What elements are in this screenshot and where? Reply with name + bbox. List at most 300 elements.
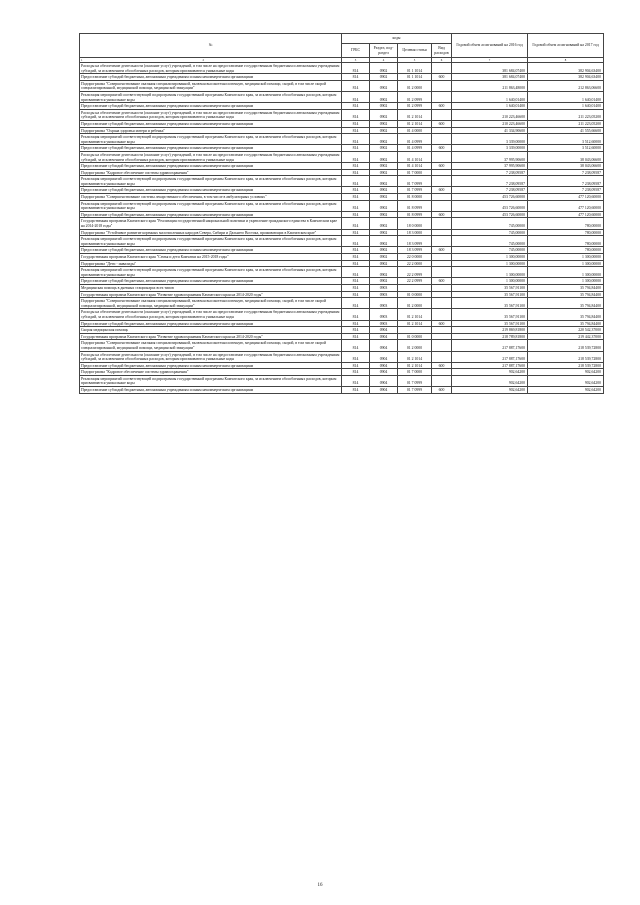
- row-name: Государственная программа Камчатского края "Развитие здравоохранения Камчатского края на 2014-2020 годы": [80, 291, 342, 298]
- row-grbs: 814: [342, 278, 370, 285]
- row-name: Предоставление субсидий бюджетным, автономным учреждениям и иным некоммерческим организациям: [80, 187, 342, 194]
- row-expense-type: [432, 298, 452, 309]
- row-target-article: 01 1 1014: [398, 74, 432, 81]
- row-name: Реализация мероприятий соответствующей подпрограммы государственной программы Камчатского края, за исключением обособленных расходов, которым присваиваются уникальные коды: [80, 267, 342, 278]
- table-row: [80, 333, 604, 340]
- row-target-article: 01 7 0999: [398, 176, 432, 187]
- header-razdel: Раздел, под-раздел: [370, 44, 398, 58]
- row-name: Предоставление субсидий бюджетным, автономным учреждениям и иным некоммерческим организациям: [80, 120, 342, 127]
- row-name: Предоставление субсидий бюджетным, автономным учреждениям и иным некоммерческим организациям: [80, 145, 342, 152]
- row-name: Подпрограмма "Охрана здоровья матери и ребенка": [80, 127, 342, 134]
- row-razdel: 0904: [370, 351, 398, 362]
- table-row: [80, 127, 604, 134]
- row-value-2017: 477 120,60000: [528, 194, 604, 201]
- table-row: [80, 298, 604, 309]
- row-value-2017: 780,00000: [528, 236, 604, 247]
- row-value-2017: 1 640,01400: [528, 91, 604, 102]
- table-row: [80, 103, 604, 110]
- row-target-article: 01 4 1014: [398, 163, 432, 170]
- table-row: [80, 151, 604, 162]
- row-target-article: 18 3 0000: [398, 229, 432, 236]
- row-value-2017: 902,64200: [528, 387, 604, 394]
- table-row: [80, 63, 604, 74]
- row-razdel: 0902: [370, 187, 398, 194]
- row-razdel: 0902: [370, 278, 398, 285]
- row-razdel: 0904: [370, 362, 398, 369]
- row-expense-type: [432, 340, 452, 351]
- row-value-2017: 38 043,06600: [528, 151, 604, 162]
- row-grbs: 814: [342, 351, 370, 362]
- row-value-2016: 902,64200: [452, 387, 528, 394]
- row-razdel: 0904: [370, 333, 398, 340]
- row-value-2016: 745,00000: [452, 247, 528, 254]
- row-expense-type: [432, 109, 452, 120]
- row-name: Расходы на обеспечение деятельности (оказание услуг) учреждений, в том числе на предоставление государственным бюджетным и автономным учреждениям субсидий, за исключением обособленных расходов, которым присваиваются уникальные коды: [80, 309, 342, 320]
- row-name: Предоставление субсидий бюджетным, автономным учреждениям и иным некоммерческим организациям: [80, 320, 342, 327]
- row-target-article: 01 2 0000: [398, 340, 432, 351]
- table-row: [80, 194, 604, 201]
- table-row: [80, 291, 604, 298]
- row-razdel: 0902: [370, 80, 398, 91]
- row-expense-type: [432, 267, 452, 278]
- row-razdel: 0902: [370, 103, 398, 110]
- row-target-article: [398, 327, 432, 334]
- row-expense-type: [432, 134, 452, 145]
- row-grbs: 814: [342, 254, 370, 261]
- row-value-2016: 381 684,07400: [452, 74, 528, 81]
- row-value-2017: 902,64200: [528, 369, 604, 376]
- row-value-2016: 902,64200: [452, 375, 528, 386]
- row-value-2017: 211 223,05200: [528, 109, 604, 120]
- row-value-2017: 1 300,00000: [528, 254, 604, 261]
- row-name: Подпрограмма "Устойчивое развитие коренных малочисленных народов Севера, Сибири и Дальнего Востока, проживающих в Камчатском крае": [80, 229, 342, 236]
- row-name: Подпрограмма "Кадровое обеспечение системы здравоохранения": [80, 169, 342, 176]
- table-row: [80, 145, 604, 152]
- row-expense-type: [432, 218, 452, 229]
- row-value-2016: 217 887,17600: [452, 362, 528, 369]
- row-value-2016: 453 726,60000: [452, 211, 528, 218]
- row-razdel: 0902: [370, 120, 398, 127]
- row-value-2016: 211 863,48000: [452, 80, 528, 91]
- row-razdel: 0904: [370, 340, 398, 351]
- table-row: [80, 267, 604, 278]
- row-razdel: 0904: [370, 387, 398, 394]
- row-target-article: 01 2 1014: [398, 120, 432, 127]
- row-expense-type: [432, 375, 452, 386]
- index-cell: 3: [342, 58, 370, 63]
- row-target-article: 22 2 0999: [398, 278, 432, 285]
- row-grbs: 814: [342, 267, 370, 278]
- row-grbs: 814: [342, 80, 370, 91]
- row-grbs: 814: [342, 134, 370, 145]
- row-target-article: 01 2 1014: [398, 109, 432, 120]
- index-cell: 5: [398, 58, 432, 63]
- table-row: [80, 351, 604, 362]
- row-target-article: 01 2 1014: [398, 351, 432, 362]
- row-expense-type: 600: [432, 74, 452, 81]
- row-grbs: 814: [342, 176, 370, 187]
- row-name: Реализация мероприятий соответствующей подпрограммы государственной программы Камчатского края, за исключением обособленных расходов, которым присваиваются уникальные коды: [80, 236, 342, 247]
- row-grbs: 814: [342, 247, 370, 254]
- row-grbs: 814: [342, 260, 370, 267]
- row-expense-type: [432, 169, 452, 176]
- row-expense-type: [432, 91, 452, 102]
- header-number: №: [80, 34, 342, 58]
- row-target-article: 01 2 0999: [398, 91, 432, 102]
- row-expense-type: 600: [432, 103, 452, 110]
- row-grbs: 814: [342, 298, 370, 309]
- row-value-2017: 7 238,09587: [528, 187, 604, 194]
- row-name: Реализация мероприятий соответствующей подпрограммы государственной программы Камчатского края, за исключением обособленных расходов, которым присваиваются уникальные коды: [80, 176, 342, 187]
- index-cell: 7: [452, 58, 528, 63]
- row-grbs: 814: [342, 218, 370, 229]
- header-year-2017: Годовой объем ассигнований на 2017 год: [528, 34, 604, 58]
- row-expense-type: [432, 333, 452, 340]
- row-target-article: 01 0 0000: [398, 291, 432, 298]
- table-row: [80, 109, 604, 120]
- row-value-2016: 35 567,91100: [452, 309, 528, 320]
- row-target-article: 01 7 0000: [398, 169, 432, 176]
- row-value-2017: 220 542,37000: [528, 327, 604, 334]
- row-expense-type: [432, 80, 452, 91]
- header-codes: коды: [342, 34, 452, 44]
- row-value-2017: 1 640,01400: [528, 103, 604, 110]
- row-target-article: 18 0 0000: [398, 218, 432, 229]
- table-row: [80, 309, 604, 320]
- row-value-2017: 477 120,60000: [528, 211, 604, 218]
- row-target-article: 01 2 0000: [398, 80, 432, 91]
- row-value-2016: 217 887,17600: [452, 351, 528, 362]
- table-row: [80, 74, 604, 81]
- row-value-2017: 218 539,72800: [528, 340, 604, 351]
- row-value-2017: 3 512,60000: [528, 145, 604, 152]
- row-value-2017: 35 794,84400: [528, 284, 604, 291]
- row-value-2016: 37 995,90600: [452, 163, 528, 170]
- row-target-article: 01 2 0999: [398, 103, 432, 110]
- table-row: [80, 362, 604, 369]
- row-target-article: 01 4 0000: [398, 127, 432, 134]
- row-razdel: 0902: [370, 74, 398, 81]
- row-razdel: 0902: [370, 254, 398, 261]
- table-row: [80, 163, 604, 170]
- table-row: [80, 387, 604, 394]
- row-grbs: 814: [342, 387, 370, 394]
- row-grbs: 814: [342, 120, 370, 127]
- row-razdel: 0904: [370, 369, 398, 376]
- row-value-2017: 7 238,09587: [528, 176, 604, 187]
- row-value-2017: 41 555,66600: [528, 127, 604, 134]
- row-name: Подпрограмма "Совершенствование системы лекарственного обеспечения, в том числе в амбулаторных условиях": [80, 194, 342, 201]
- row-value-2017: 1 300,00000: [528, 267, 604, 278]
- row-value-2017: 35 794,84400: [528, 320, 604, 327]
- row-expense-type: 600: [432, 211, 452, 218]
- row-razdel: 0902: [370, 169, 398, 176]
- row-expense-type: [432, 260, 452, 267]
- row-value-2016: 1 300,00000: [452, 267, 528, 278]
- row-name: Расходы на обеспечение деятельности (оказание услуг) учреждений, в том числе на предоставление государственным бюджетным и автономным учреждениям субсидий, за исключением обособленных расходов, которым присваиваются уникальные коды: [80, 63, 342, 74]
- row-razdel: 0902: [370, 211, 398, 218]
- row-value-2017: 218 539,72800: [528, 362, 604, 369]
- table-row: [80, 218, 604, 229]
- row-expense-type: [432, 229, 452, 236]
- row-razdel: 0902: [370, 247, 398, 254]
- row-value-2016: 41 334,90600: [452, 127, 528, 134]
- row-grbs: 814: [342, 340, 370, 351]
- row-value-2017: 780,00000: [528, 229, 604, 236]
- table-row: [80, 340, 604, 351]
- row-razdel: 0903: [370, 298, 398, 309]
- row-grbs: 814: [342, 74, 370, 81]
- row-expense-type: 600: [432, 120, 452, 127]
- row-razdel: 0903: [370, 320, 398, 327]
- row-value-2016: 37 995,90600: [452, 151, 528, 162]
- table-row: [80, 284, 604, 291]
- row-value-2016: 219 869,81800: [452, 327, 528, 334]
- table-row: [80, 91, 604, 102]
- row-value-2017: 382 904,63400: [528, 74, 604, 81]
- table-row: [80, 229, 604, 236]
- row-target-article: 01 7 0999: [398, 187, 432, 194]
- table-row: [80, 176, 604, 187]
- row-target-article: [398, 284, 432, 291]
- row-expense-type: [432, 309, 452, 320]
- row-target-article: 01 4 0999: [398, 145, 432, 152]
- table-row: [80, 278, 604, 285]
- row-grbs: 814: [342, 362, 370, 369]
- budget-table-sheet: [79, 33, 603, 394]
- page-number: 16: [317, 883, 323, 888]
- row-name: Предоставление субсидий бюджетным, автономным учреждениям и иным некоммерческим организациям: [80, 103, 342, 110]
- row-value-2017: 1 300,00000: [528, 278, 604, 285]
- row-name: Подпрограмма "Совершенствование оказания специализированной, включая высокотехнологичную, медицинской помощи, скорой, в том числе скорой специализированной, медицинской помощи, медицинской эвакуации": [80, 298, 342, 309]
- row-value-2016: 218 789,81800: [452, 333, 528, 340]
- table-body: [80, 63, 604, 394]
- row-target-article: 01 8 0000: [398, 194, 432, 201]
- row-value-2016: 902,64200: [452, 369, 528, 376]
- row-name: Реализация мероприятий соответствующей подпрограммы государственной программы Камчатского края, за исключением обособленных расходов, которым присваиваются уникальные коды: [80, 375, 342, 386]
- row-razdel: 0902: [370, 229, 398, 236]
- row-expense-type: 600: [432, 163, 452, 170]
- row-razdel: 0904: [370, 327, 398, 334]
- budget-table: [79, 33, 604, 394]
- row-expense-type: 600: [432, 278, 452, 285]
- row-value-2017: 1 300,00000: [528, 260, 604, 267]
- row-expense-type: [432, 351, 452, 362]
- row-value-2016: 745,00000: [452, 236, 528, 247]
- header-expense-type: Вид расходов: [432, 44, 452, 58]
- row-target-article: 01 4 0999: [398, 134, 432, 145]
- row-target-article: 22 0 0000: [398, 254, 432, 261]
- row-value-2016: 35 567,91100: [452, 291, 528, 298]
- row-value-2016: 1 300,00000: [452, 254, 528, 261]
- row-razdel: 0902: [370, 109, 398, 120]
- row-name: Реализация мероприятий соответствующей подпрограммы государственной программы Камчатского края, за исключением обособленных расходов, которым присваиваются уникальные коды: [80, 91, 342, 102]
- row-grbs: 814: [342, 145, 370, 152]
- header-grbs: ГРБС: [342, 44, 370, 58]
- table-row: [80, 134, 604, 145]
- table-row: [80, 187, 604, 194]
- row-razdel: 0902: [370, 127, 398, 134]
- row-grbs: 814: [342, 309, 370, 320]
- row-value-2017: 219 442,37000: [528, 333, 604, 340]
- row-value-2017: 38 043,06600: [528, 163, 604, 170]
- row-name: Подпрограмма "Кадровое обеспечение системы здравоохранения": [80, 369, 342, 376]
- row-target-article: 01 2 1014: [398, 362, 432, 369]
- table-row: [80, 80, 604, 91]
- row-target-article: 18 3 0999: [398, 236, 432, 247]
- row-razdel: 0902: [370, 200, 398, 211]
- row-expense-type: [432, 236, 452, 247]
- row-expense-type: [432, 194, 452, 201]
- row-name: Подпрограмма "Совершенствование оказания специализированной, включая высокотехнологичную, медицинской помощи, скорой, в том числе скорой специализированной, медицинской помощи, медицинской эвакуации": [80, 340, 342, 351]
- table-row: [80, 369, 604, 376]
- row-name: Подпрограмма "Дети - инвалиды": [80, 260, 342, 267]
- row-value-2016: 1 300,00000: [452, 260, 528, 267]
- row-target-article: 01 0 0000: [398, 333, 432, 340]
- row-expense-type: [432, 369, 452, 376]
- row-value-2017: 3 512,60000: [528, 134, 604, 145]
- row-expense-type: 600: [432, 187, 452, 194]
- row-grbs: 814: [342, 187, 370, 194]
- row-grbs: 814: [342, 169, 370, 176]
- index-label: 2: [202, 58, 204, 62]
- row-value-2017: 211 223,05200: [528, 120, 604, 127]
- table-row: [80, 260, 604, 267]
- row-name: Предоставление субсидий бюджетным, автономным учреждениям и иным некоммерческим организациям: [80, 163, 342, 170]
- row-value-2016: 1 640,01400: [452, 103, 528, 110]
- row-name: Медицинская помощь в дневных стационарах всех типов: [80, 284, 342, 291]
- row-grbs: 814: [342, 151, 370, 162]
- row-grbs: 814: [342, 333, 370, 340]
- row-name: Предоставление субсидий бюджетным, автономным учреждениям и иным некоммерческим организациям: [80, 278, 342, 285]
- row-target-article: 01 1 1014: [398, 63, 432, 74]
- row-razdel: 0903: [370, 291, 398, 298]
- row-target-article: 22 2 0999: [398, 267, 432, 278]
- row-value-2016: 35 567,91100: [452, 320, 528, 327]
- row-value-2016: 381 684,07400: [452, 63, 528, 74]
- table-row: [80, 375, 604, 386]
- row-value-2017: 477 120,60000: [528, 200, 604, 211]
- row-value-2017: 780,00000: [528, 247, 604, 254]
- row-expense-type: [432, 200, 452, 211]
- row-value-2016: 3 339,00000: [452, 134, 528, 145]
- row-grbs: 814: [342, 109, 370, 120]
- row-value-2017: 212 863,06600: [528, 80, 604, 91]
- row-value-2016: 453 726,60000: [452, 200, 528, 211]
- row-grbs: 814: [342, 163, 370, 170]
- row-razdel: 0902: [370, 145, 398, 152]
- row-target-article: 22 2 0000: [398, 260, 432, 267]
- table-row: [80, 247, 604, 254]
- table-row: [80, 254, 604, 261]
- row-expense-type: 600: [432, 387, 452, 394]
- row-expense-type: [432, 176, 452, 187]
- table-row: [80, 320, 604, 327]
- row-name: Предоставление субсидий бюджетным, автономным учреждениям и иным некоммерческим организациям: [80, 387, 342, 394]
- row-name: Предоставление субсидий бюджетным, автономным учреждениям и иным некоммерческим организациям: [80, 362, 342, 369]
- row-expense-type: [432, 291, 452, 298]
- row-razdel: 0902: [370, 267, 398, 278]
- row-value-2017: 7 238,09587: [528, 169, 604, 176]
- row-name: Государственная программа Камчатского края "Развитие здравоохранения Камчатского края на 2014-2020 годы": [80, 333, 342, 340]
- row-target-article: 01 7 0999: [398, 375, 432, 386]
- table-row: [80, 236, 604, 247]
- row-target-article: 01 2 0000: [398, 298, 432, 309]
- row-razdel: 0902: [370, 218, 398, 229]
- row-value-2016: 3 339,00000: [452, 145, 528, 152]
- row-expense-type: [432, 284, 452, 291]
- row-value-2016: 7 238,09587: [452, 169, 528, 176]
- row-value-2017: 35 794,84400: [528, 291, 604, 298]
- row-value-2016: 745,00000: [452, 229, 528, 236]
- row-value-2016: 210 223,46600: [452, 109, 528, 120]
- row-grbs: 814: [342, 284, 370, 291]
- row-expense-type: 600: [432, 247, 452, 254]
- row-value-2017: 382 904,63400: [528, 63, 604, 74]
- row-target-article: 01 2 1014: [398, 320, 432, 327]
- row-razdel: 0902: [370, 236, 398, 247]
- row-value-2016: 217 887,17600: [452, 340, 528, 351]
- row-razdel: 0902: [370, 63, 398, 74]
- header-target-article: Целевая статья: [398, 44, 432, 58]
- index-cell: 4: [370, 58, 398, 63]
- row-target-article: 01 2 1014: [398, 309, 432, 320]
- row-target-article: 01 7 0999: [398, 387, 432, 394]
- row-name: Расходы на обеспечение деятельности (оказание услуг) учреждений, в том числе на предоставление государственным бюджетным и автономным учреждениям субсидий, за исключением обособленных расходов, которым присваиваются уникальные коды: [80, 109, 342, 120]
- row-value-2016: 35 567,91100: [452, 298, 528, 309]
- row-grbs: 814: [342, 200, 370, 211]
- row-name: Государственная программа Камчатского края "Семья и дети Камчатки на 2015-2018 годы": [80, 254, 342, 261]
- index-label: 1: [81, 58, 83, 62]
- row-expense-type: [432, 327, 452, 334]
- row-razdel: 0902: [370, 151, 398, 162]
- row-name: Расходы на обеспечение деятельности (оказание услуг) учреждений, в том числе на предоставление государственным бюджетным и автономным учреждениям субсидий, за исключением обособленных расходов, которым присваиваются уникальные коды: [80, 351, 342, 362]
- row-razdel: 0902: [370, 163, 398, 170]
- row-name: Расходы на обеспечение деятельности (оказание услуг) учреждений, в том числе на предоставление государственным бюджетным и автономным учреждениям субсидий, за исключением обособленных расходов, которым присваиваются уникальные коды: [80, 151, 342, 162]
- row-grbs: 814: [342, 369, 370, 376]
- row-target-article: 01 8 0999: [398, 200, 432, 211]
- table-row: [80, 120, 604, 127]
- row-value-2016: 7 238,09587: [452, 176, 528, 187]
- row-razdel: 0902: [370, 260, 398, 267]
- row-target-article: 01 4 1014: [398, 151, 432, 162]
- row-value-2017: 35 794,84400: [528, 309, 604, 320]
- row-expense-type: 600: [432, 320, 452, 327]
- row-name: Скорая медицинская помощь: [80, 327, 342, 334]
- row-grbs: 814: [342, 194, 370, 201]
- row-value-2016: 745,00000: [452, 218, 528, 229]
- row-target-article: 01 8 0999: [398, 211, 432, 218]
- row-expense-type: [432, 254, 452, 261]
- row-value-2016: 210 223,46600: [452, 120, 528, 127]
- row-razdel: 0902: [370, 134, 398, 145]
- row-grbs: 814: [342, 63, 370, 74]
- row-grbs: 814: [342, 375, 370, 386]
- row-value-2016: 453 726,60000: [452, 194, 528, 201]
- table-row: [80, 327, 604, 334]
- row-grbs: 814: [342, 211, 370, 218]
- table-row: [80, 200, 604, 211]
- row-expense-type: [432, 127, 452, 134]
- row-target-article: 18 3 0999: [398, 247, 432, 254]
- header-year-2016: Годовой объем ассигнований на 2016 год: [452, 34, 528, 58]
- row-grbs: 814: [342, 291, 370, 298]
- row-razdel: 0902: [370, 91, 398, 102]
- row-target-article: 01 7 0000: [398, 369, 432, 376]
- row-name: Государственная программа Камчатского края "Реализация государственной национальной политики и укрепление гражданского единства в Камчатском крае на 2014-2018 годы": [80, 218, 342, 229]
- row-value-2016: 35 567,91100: [452, 284, 528, 291]
- index-cell: 8: [528, 58, 604, 63]
